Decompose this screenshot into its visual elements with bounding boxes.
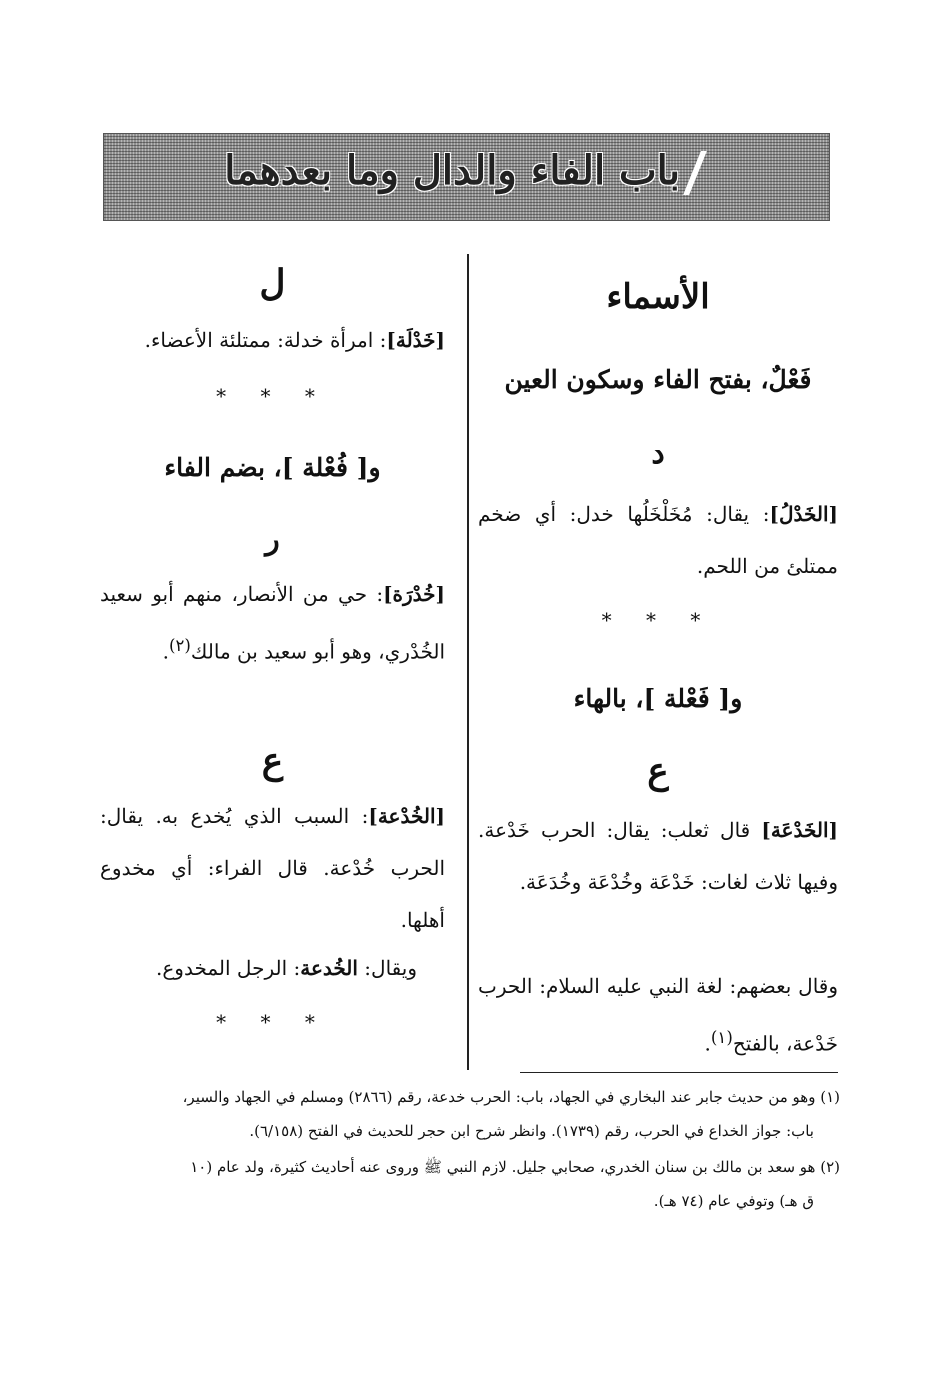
chapter-banner bbox=[103, 133, 830, 221]
separator-stars: * * * bbox=[601, 608, 715, 632]
column-divider bbox=[467, 254, 469, 1070]
footnote-ref-2: (٢) bbox=[168, 636, 191, 655]
entry-text: : السبب الذي يُخدع به. يقال: الحرب خُدْعة. قال الفراء: أي مخدوع أهلها. bbox=[100, 804, 445, 932]
footnote-2-line-2: ق هـ) وتوفي عام (٧٤ هـ). bbox=[653, 1192, 814, 1210]
footnote-rule bbox=[520, 1072, 838, 1073]
entry-text: : حي من الأنصار، منهم أبو سعيد الخُدْري، وهو أبو سعيد بن مالك bbox=[100, 582, 445, 664]
footnote-2-line-1: (٢) هو سعد بن مالك بن سنان الخدري، صحابي جليل. لازم النبي ﷺ وروى عنه أحاديث كثيرة، ولد عام (١٠ bbox=[190, 1158, 840, 1176]
entry-text: : امرأة خدلة: ممتلئة الأعضاء. bbox=[144, 328, 387, 352]
footnote-ref-1: (١) bbox=[710, 1028, 733, 1047]
headword: [الخُدْعة] bbox=[368, 804, 445, 828]
letter-heading-ain: ع bbox=[647, 750, 669, 792]
letter-heading-lam: ل bbox=[259, 262, 286, 304]
entry-text: قال ثعلب: يقال: الحرب خَدْعة. وفيها ثلاث لغات: خَدْعَة وخُدْعَة وخُدَعَة. bbox=[478, 818, 838, 894]
entry-lead: ويقال: bbox=[357, 956, 417, 980]
separator-stars: * * * bbox=[216, 1010, 329, 1034]
entry-khadaa bbox=[478, 804, 838, 908]
banner-slash-ornament bbox=[683, 151, 707, 195]
pattern-heading-3: و[ فُعْلة ]، بضم الفاء bbox=[164, 453, 381, 482]
entry-end: . bbox=[162, 639, 169, 664]
headword: [الخَدْلُ] bbox=[769, 502, 838, 526]
headword: [خُدْرَة] bbox=[383, 582, 445, 606]
entry-khadla bbox=[100, 314, 445, 366]
entry-text: وقال بعضهم: لغة النبي عليه السلام: الحرب خَدْعة، بالفتح bbox=[478, 974, 838, 1056]
entry-text: : يقال: مُخَلْخَلُها خدل: أي ضخم ممتلئ من اللحم. bbox=[478, 502, 838, 578]
footnote-1-line-2: باب: جواز الخداع في الحرب، رقم (١٧٣٩). وانظر شرح ابن حجر للحديث في الفتح (٦/١٥٨). bbox=[249, 1122, 814, 1140]
chapter-title: باب الفاء والدال وما بعدهما bbox=[224, 147, 680, 194]
separator-stars: * * * bbox=[216, 384, 329, 408]
entry-end: . bbox=[704, 1031, 711, 1056]
headword: [الخَدْعَة] bbox=[761, 818, 838, 842]
entry-khadl bbox=[478, 488, 838, 592]
pattern-heading-1: فَعْلٌ، بفتح الفاء وسكون العين bbox=[504, 365, 812, 394]
entry-khudaa-note bbox=[100, 942, 445, 994]
footnote-1-line-1: (١) وهو من حديث جابر عند البخاري في الجهاد، باب: الحرب خدعة، رقم (٢٨٦٦) ومسلم في الجهاد والسير، bbox=[182, 1088, 840, 1106]
entry-khadaa-note bbox=[478, 960, 838, 1070]
headword: الخُدعة bbox=[300, 956, 358, 980]
pattern-heading-2: و[ فَعْلة ]، بالهاء bbox=[573, 684, 743, 713]
headword: [خَدْلَة] bbox=[386, 328, 445, 352]
entry-text: : الرجل المخدوع. bbox=[156, 956, 301, 980]
letter-heading-ain: ع bbox=[261, 740, 284, 782]
letter-heading-dal: د bbox=[651, 436, 665, 471]
entry-khudra bbox=[100, 568, 445, 678]
letter-heading-ra: ر bbox=[265, 522, 280, 557]
entry-khudaa bbox=[100, 790, 445, 946]
section-title: الأسماء bbox=[606, 277, 710, 317]
